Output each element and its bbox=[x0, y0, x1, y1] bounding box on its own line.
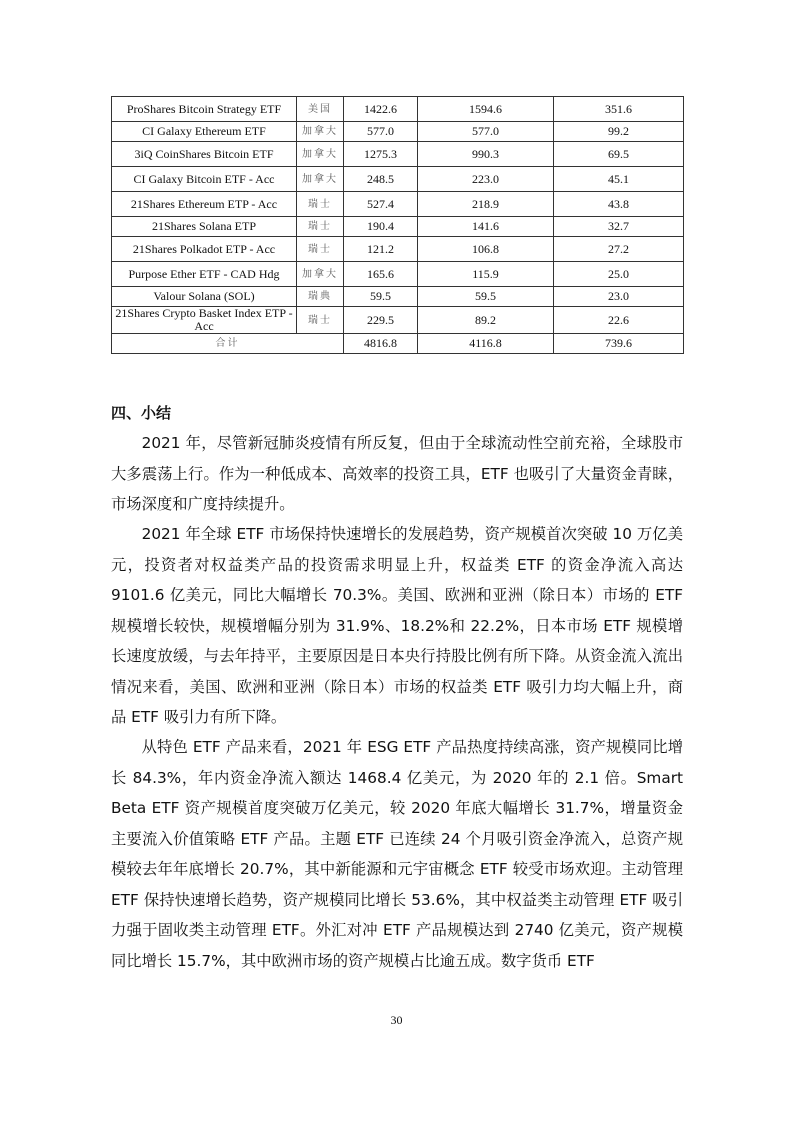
etf-value-2: 115.9 bbox=[418, 262, 554, 287]
etf-name: Valour Solana (SOL) bbox=[112, 287, 297, 307]
etf-value-2: 59.5 bbox=[418, 287, 554, 307]
etf-name: CI Galaxy Ethereum ETF bbox=[112, 122, 297, 142]
etf-region: 瑞士 bbox=[297, 192, 344, 217]
table-row bbox=[112, 192, 684, 217]
total-label: 合计 bbox=[112, 334, 344, 354]
etf-value-3: 45.1 bbox=[554, 167, 684, 192]
total-value-1: 4816.8 bbox=[344, 334, 418, 354]
etf-value-3: 43.8 bbox=[554, 192, 684, 217]
etf-value-2: 141.6 bbox=[418, 217, 554, 237]
etf-name: 21Shares Ethereum ETP - Acc bbox=[112, 192, 297, 217]
etf-name: 21Shares Solana ETP bbox=[112, 217, 297, 237]
etf-value-3: 23.0 bbox=[554, 287, 684, 307]
table-row bbox=[112, 167, 684, 192]
etf-value-3: 69.5 bbox=[554, 142, 684, 167]
etf-value-1: 165.6 bbox=[344, 262, 418, 287]
table-total-row bbox=[112, 334, 684, 354]
etf-value-1: 527.4 bbox=[344, 192, 418, 217]
etf-value-3: 25.0 bbox=[554, 262, 684, 287]
table-row bbox=[112, 307, 684, 334]
etf-region: 瑞士 bbox=[297, 217, 344, 237]
etf-region: 加拿大 bbox=[297, 142, 344, 167]
etf-value-3: 99.2 bbox=[554, 122, 684, 142]
etf-region: 加拿大 bbox=[297, 122, 344, 142]
etf-value-2: 223.0 bbox=[418, 167, 554, 192]
etf-value-1: 248.5 bbox=[344, 167, 418, 192]
etf-name: 21Shares Crypto Basket Index ETP - Acc bbox=[112, 307, 297, 334]
table-row bbox=[112, 142, 684, 167]
etf-value-1: 1275.3 bbox=[344, 142, 418, 167]
section-title: 四、小结 bbox=[111, 404, 172, 422]
etf-value-3: 351.6 bbox=[554, 97, 684, 122]
etf-value-1: 190.4 bbox=[344, 217, 418, 237]
crypto-etf-table bbox=[111, 96, 684, 354]
etf-region: 瑞士 bbox=[297, 307, 344, 334]
paragraph: 从特色 ETF 产品来看，2021 年 ESG ETF 产品热度持续高涨，资产规模同比增长 84.3%，年内资金净流入额达 1468.4 亿美元，为 2020 年的 2.1 倍。Smart Beta ETF 资产规模首度突破万亿美元，较 2020 年底大幅增长 31.7%，增量资金主要流入价值策略 ETF 产品。主题 ETF 已连续 24 个月吸引资金净流入，总资产规模较去年年底增长 20.7%，其中新能源和元宇宙概念 ETF 较受市场欢迎。主动管理 ETF 保持快速增长趋势，资产规模同比增长 53.6%，其中权益类主动管理 ETF 吸引力强于固收类主动管理 ETF。外汇对冲 ETF 产品规模达到 2740 亿美元，资产规模同比增长 15.7%，其中欧洲市场的资产规模占比逾五成。数字货币 ETF bbox=[111, 738, 683, 970]
page-number: 30 bbox=[390, 1013, 403, 1027]
etf-region: 瑞士 bbox=[297, 237, 344, 262]
table-row bbox=[112, 97, 684, 122]
etf-value-3: 32.7 bbox=[554, 217, 684, 237]
total-value-3: 739.6 bbox=[554, 334, 684, 354]
etf-value-2: 89.2 bbox=[418, 307, 554, 334]
etf-value-2: 1594.6 bbox=[418, 97, 554, 122]
etf-value-3: 27.2 bbox=[554, 237, 684, 262]
etf-value-1: 1422.6 bbox=[344, 97, 418, 122]
etf-value-2: 106.8 bbox=[418, 237, 554, 262]
table-row bbox=[112, 217, 684, 237]
table-row bbox=[112, 262, 684, 287]
etf-value-1: 229.5 bbox=[344, 307, 418, 334]
total-value-2: 4116.8 bbox=[418, 334, 554, 354]
paragraph: 2021 年全球 ETF 市场保持快速增长的发展趋势，资产规模首次突破 10 万亿美元，投资者对权益类产品的投资需求明显上升，权益类 ETF 的资金净流入高达 9101.6 亿美元，同比大幅增长 70.3%。美国、欧洲和亚洲（除日本）市场的 ETF 规模增长较快，规模增幅分别为 31.9%、18.2%和 22.2%，日本市场 ETF 规模增长速度放缓，与去年持平，主要原因是日本央行持股比例有所下降。从资金流入流出情况来看，美国、欧洲和亚洲（除日本）市场的权益类 ETF 吸引力均大幅上升，商品 ETF 吸引力有所下降。 bbox=[111, 525, 683, 726]
etf-region: 加拿大 bbox=[297, 167, 344, 192]
table-row bbox=[112, 287, 684, 307]
paragraph: 2021 年，尽管新冠肺炎疫情有所反复，但由于全球流动性空前充裕，全球股市大多震荡上行。作为一种低成本、高效率的投资工具，ETF 也吸引了大量资金青睐，市场深度和广度持续提升。 bbox=[111, 434, 683, 513]
table-row bbox=[112, 237, 684, 262]
etf-name: ProShares Bitcoin Strategy ETF bbox=[112, 97, 297, 122]
etf-value-1: 121.2 bbox=[344, 237, 418, 262]
table-row bbox=[112, 122, 684, 142]
etf-region: 瑞典 bbox=[297, 287, 344, 307]
etf-region: 美国 bbox=[297, 97, 344, 122]
etf-name: Purpose Ether ETF - CAD Hdg bbox=[112, 262, 297, 287]
etf-region: 加拿大 bbox=[297, 262, 344, 287]
etf-name: 3iQ CoinShares Bitcoin ETF bbox=[112, 142, 297, 167]
etf-value-2: 990.3 bbox=[418, 142, 554, 167]
etf-value-2: 577.0 bbox=[418, 122, 554, 142]
etf-name: CI Galaxy Bitcoin ETF - Acc bbox=[112, 167, 297, 192]
etf-value-3: 22.6 bbox=[554, 307, 684, 334]
etf-value-1: 59.5 bbox=[344, 287, 418, 307]
etf-value-1: 577.0 bbox=[344, 122, 418, 142]
etf-value-2: 218.9 bbox=[418, 192, 554, 217]
etf-name: 21Shares Polkadot ETP - Acc bbox=[112, 237, 297, 262]
